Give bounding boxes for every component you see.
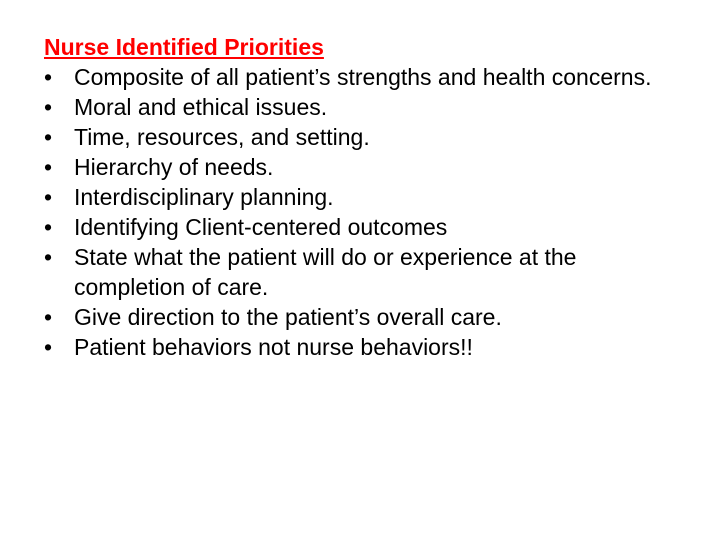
bullet-item: • Composite of all patient’s strengths and health concerns. xyxy=(44,62,684,92)
bullet-item: • Give direction to the patient’s overall care. xyxy=(44,302,684,332)
bullet-list xyxy=(44,62,684,362)
bullet-item: • Identifying Client-centered outcomes xyxy=(44,212,684,242)
bullet-item: • Patient behaviors not nurse behaviors!! xyxy=(44,332,684,362)
bullet-item: • Hierarchy of needs. xyxy=(44,152,684,182)
slide-content xyxy=(44,32,684,362)
bullet-item: • Moral and ethical issues. xyxy=(44,92,684,122)
bullet-item: • Time, resources, and setting. xyxy=(44,122,684,152)
slide-heading: Nurse Identified Priorities xyxy=(44,34,324,60)
bullet-item: • State what the patient will do or experience at the completion of care. xyxy=(44,242,684,302)
bullet-item: • Interdisciplinary planning. xyxy=(44,182,684,212)
